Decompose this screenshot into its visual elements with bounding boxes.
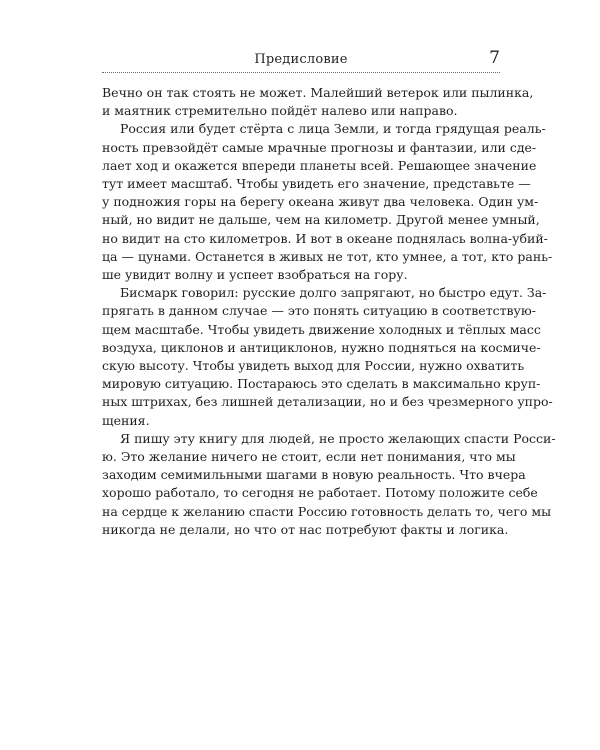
text-line: щения. (102, 412, 150, 428)
text-line: Вечно он так стоять не может. Малейший ветерок или пылинка, (102, 85, 534, 100)
text-line: у подножия горы на берегу океана живут два человека. Один ум- (102, 194, 539, 210)
paragraph (102, 430, 556, 539)
text-line: заходим семимильными шагами в новую реальность. Что вчера (102, 467, 526, 483)
text-line: никогда не делали, но что от нас потребуют факты и логика. (102, 521, 509, 537)
body-text (102, 84, 556, 539)
paragraph (102, 84, 534, 120)
text-line: ю. Это желание ничего не стоит, если нет понимания, что мы (102, 449, 516, 465)
text-line: щем масштабе. Чтобы увидеть движение холодных и тёплых масс (102, 321, 541, 337)
page-number: 7 (489, 48, 500, 68)
text-line: Я пишу эту книгу для людей, не просто желающих спасти Росси- (120, 430, 556, 446)
text-line: но видит на сто километров. И вот в океане поднялась волна-убий- (102, 230, 548, 246)
text-line: ность превзойдёт самые мрачные прогнозы и фантазии, или сде- (102, 139, 537, 155)
section-title: Предисловие (254, 52, 348, 67)
text-line: ца — цунами. Останется в живых не тот, кто умнее, а тот, кто рань- (102, 248, 553, 264)
text-line: лает ход и окажется впереди планеты всей. Решающее значение (102, 157, 537, 173)
text-line: скую высоту. Чтобы увидеть выход для России, нужно охватить (102, 358, 525, 374)
text-line: ных штрихах, без лишней детализации, но и без чрезмерного упро- (102, 394, 553, 410)
text-line: хорошо работало, то сегодня не работает. Потому положите себе (102, 485, 538, 501)
text-line: воздуха, циклонов и антициклонов, нужно подняться на космиче- (102, 339, 541, 355)
text-line: ше увидит волну и успеет взобраться на гору. (102, 267, 408, 283)
text-line: мировую ситуацию. Постараюсь это сделать в максимально круп- (102, 376, 541, 392)
header-divider (102, 72, 500, 73)
running-head (102, 48, 500, 72)
text-line: Бисмарк говорил: русские долго запрягают, но быстро едут. За- (120, 285, 547, 301)
text-line: тут имеет масштаб. Чтобы увидеть его значение, представьте — (102, 176, 531, 192)
text-line: прягать в данном случае — это понять ситуацию в соответствую- (102, 303, 537, 319)
text-line: Россия или будет стёрта с лица Земли, и тогда грядущая реаль- (120, 121, 546, 137)
text-line: ный, но видит не дальше, чем на километр. Другой менее умный, (102, 212, 540, 228)
paragraph (102, 284, 553, 430)
text-line: и маятник стремительно пойдёт налево или направо. (102, 103, 458, 119)
text-line: на сердце к желанию спасти Россию готовность делать то, чего мы (102, 503, 552, 519)
paragraph (102, 120, 553, 284)
